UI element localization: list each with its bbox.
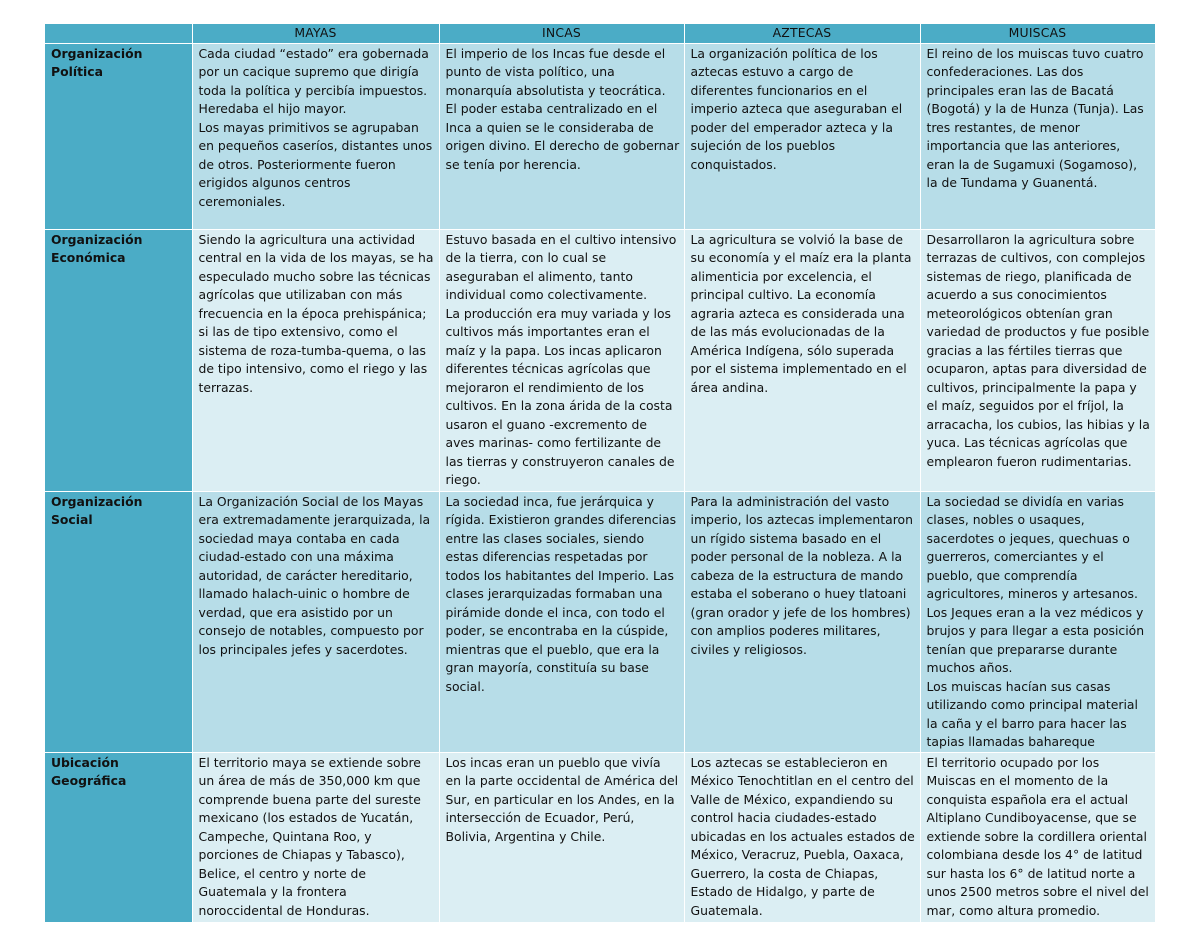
row-organizacion-politica bbox=[45, 43, 1155, 229]
cell-mayas: Siendo la agricultura una actividad central en la vida de los mayas, se ha especulado mucho sobre las técnicas agrícolas que utilizaban con más frecuencia en la época prehispánica; si las de tipo extensivo, como el sistema de roza-tumba-quema, o las de tipo intensivo, como el riego y las terrazas. bbox=[192, 229, 439, 491]
cell-aztecas: Para la administración del vasto imperio, los aztecas implementaron un rígido sistema basado en el poder personal de la nobleza. A la cabeza de la estructura de mando estaba el soberano o huey tlatoani (gran orador y jefe de los hombres) con amplios poderes militares, civiles y religiosos. bbox=[684, 491, 920, 752]
cell-incas: El imperio de los Incas fue desde el punto de vista político, una monarquía absolutista y teocrática. El poder estaba centralizado en el Inca a quien se le consideraba de origen divino. El derecho de gobernar se tenía por herencia. bbox=[439, 43, 684, 229]
cell-muiscas: Desarrollaron la agricultura sobre terrazas de cultivos, con complejos sistemas de riego, planificada de acuerdo a sus conocimientos meteorológicos obtenían gran variedad de productos y fue posible gracias a las fértiles tierras que ocuparon, aptas para diversidad de cultivos, principalmente la papa y el maíz, seguidos por el fríjol, la arracacha, los cubios, las hibias y la yuca. Las técnicas agrícolas que emplearon fueron rudimentarias. bbox=[920, 229, 1155, 491]
cell-aztecas: Los aztecas se establecieron en México Tenochtitlan en el centro del Valle de México, expandiendo su control hacia ciudades-estado ubicadas en los actuales estados de México, Veracruz, Puebla, Oaxaca, Guerrero, la costa de Chiapas, Estado de Hidalgo, y parte de Guatemala. bbox=[684, 752, 920, 922]
row-header: Organización Política bbox=[45, 43, 192, 229]
row-organizacion-social bbox=[45, 491, 1155, 752]
cell-mayas: Cada ciudad “estado” era gobernada por un cacique supremo que dirigía toda la política y percibía impuestos. Heredaba el hijo mayor. Los mayas primitivos se agrupaban en pequeños caseríos, distantes unos de otros. Posteriormente fueron erigidos algunos centros ceremoniales. bbox=[192, 43, 439, 229]
comparison-table bbox=[45, 24, 1156, 923]
cell-incas: Los incas eran un pueblo que vivía en la parte occidental de América del Sur, en particular en los Andes, en la intersección de Ecuador, Perú, Bolivia, Argentina y Chile. bbox=[439, 752, 684, 922]
cell-muiscas: La sociedad se dividía en varias clases, nobles o usaques, sacerdotes o jeques, quechuas o guerreros, comerciantes y el pueblo, que comprendía agricultores, mineros y artesanos. Los Jeques eran a la vez médicos y brujos y para llegar a esta posición tenían que prepararse durante muchos años. Los muiscas hacían sus casas utilizando como principal material la caña y el barro para hacer las tapias llamadas bahareque bbox=[920, 491, 1155, 752]
cell-mayas: El territorio maya se extiende sobre un área de más de 350,000 km que comprende buena parte del sureste mexicano (los estados de Yucatán, Campeche, Quintana Roo, y porciones de Chiapas y Tabasco), Belice, el centro y norte de Guatemala y la frontera noroccidental de Honduras. bbox=[192, 752, 439, 922]
cell-incas: Estuvo basada en el cultivo intensivo de la tierra, con lo cual se aseguraban el alimento, tanto individual como colectivamente. La producción era muy variada y los cultivos más importantes eran el maíz y la papa. Los incas aplicaron diferentes técnicas agrícolas que mejoraron el rendimiento de los cultivos. En la zona árida de la costa usaron el guano -excremento de aves marinas- como fertilizante de las tierras y construyeron canales de riego. bbox=[439, 229, 684, 491]
column-header-aztecas: AZTECAS bbox=[684, 24, 920, 43]
header-row bbox=[45, 24, 1155, 43]
column-header-muiscas: MUISCAS bbox=[920, 24, 1155, 43]
cell-muiscas: El reino de los muiscas tuvo cuatro confederaciones. Las dos principales eran las de Bacatá (Bogotá) y la de Hunza (Tunja). Las tres restantes, de menor importancia que las anteriores, eran la de Sugamuxi (Sogamoso), la de Tundama y Guanentá. bbox=[920, 43, 1155, 229]
column-header-mayas: MAYAS bbox=[192, 24, 439, 43]
cell-aztecas: La organización política de los aztecas estuvo a cargo de diferentes funcionarios en el imperio azteca que aseguraban el poder del emperador azteca y la sujeción de los pueblos conquistados. bbox=[684, 43, 920, 229]
header-corner bbox=[45, 24, 192, 43]
row-ubicacion-geografica bbox=[45, 752, 1155, 922]
cell-aztecas: La agricultura se volvió la base de su economía y el maíz era la planta alimenticia por excelencia, el principal cultivo. La economía agraria azteca es considerada una de las más evolucionadas de la América Indígena, sólo superada por el sistema implementado en el área andina. bbox=[684, 229, 920, 491]
row-header: Organización Económica bbox=[45, 229, 192, 491]
row-header: Ubicación Geográfica bbox=[45, 752, 192, 922]
cell-incas: La sociedad inca, fue jerárquica y rígida. Existieron grandes diferencias entre las clases sociales, siendo estas diferencias respetadas por todos los habitantes del Imperio. Las clases jerarquizadas formaban una pirámide donde el inca, con todo el poder, se encontraba en la cúspide, mientras que el pueblo, que era la gran mayoría, constituía su base social. bbox=[439, 491, 684, 752]
row-organizacion-economica bbox=[45, 229, 1155, 491]
cell-muiscas: El territorio ocupado por los Muiscas en el momento de la conquista española era el actual Altiplano Cundiboyacense, que se extiende sobre la cordillera oriental colombiana desde los 4° de latitud sur hasta los 6° de latitud norte a unos 2500 metros sobre el nivel del mar, como altura promedio. bbox=[920, 752, 1155, 922]
column-header-incas: INCAS bbox=[439, 24, 684, 43]
cell-mayas: La Organización Social de los Mayas era extremadamente jerarquizada, la sociedad maya contaba en cada ciudad-estado con una máxima autoridad, de carácter hereditario, llamado halach-uinic o hombre de verdad, que era asistido por un consejo de notables, compuesto por los principales jefes y sacerdotes. bbox=[192, 491, 439, 752]
row-header: Organización Social bbox=[45, 491, 192, 752]
